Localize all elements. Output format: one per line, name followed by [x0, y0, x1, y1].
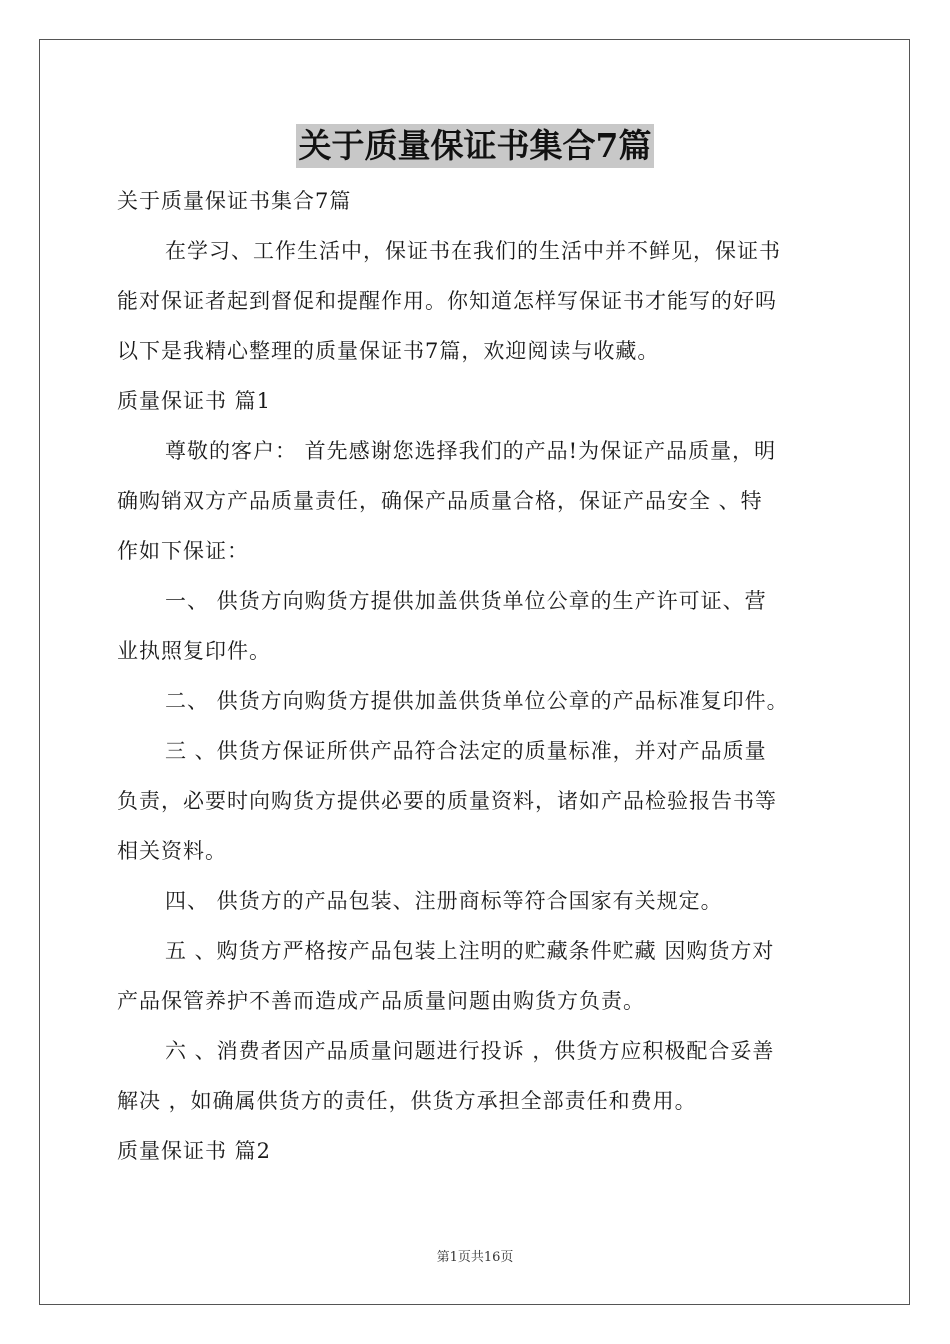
- paragraph-line: 在学习、工作生活中，保证书在我们的生活中并不鲜见，保证书: [165, 239, 781, 263]
- paragraph-line: 确购销双方产品质量责任，确保产品质量合格，保证产品安全 、特: [117, 489, 763, 513]
- section-heading: 质量保证书 篇1: [117, 389, 272, 413]
- document-subtitle: 关于质量保证书集合7篇: [117, 189, 352, 213]
- paragraph-line: 五 、购货方严格按产品包装上注明的贮藏条件贮藏 因购货方对: [165, 939, 775, 963]
- paragraph-line: 以下是我精心整理的质量保证书7篇，欢迎阅读与收藏。: [117, 339, 660, 363]
- document-title: 关于质量保证书集合7篇: [296, 124, 655, 168]
- paragraph-line: 负责，必要时向购货方提供必要的质量资料，诸如产品检验报告书等: [117, 789, 777, 813]
- paragraph-line: 六 、消费者因产品质量问题进行投诉 ，供货方应积极配合妥善: [165, 1039, 775, 1063]
- paragraph-line: 二、 供货方向购货方提供加盖供货单位公章的产品标准复印件。: [165, 689, 789, 713]
- title-container: [0, 124, 950, 168]
- document-body: [117, 176, 833, 1176]
- section-heading: 质量保证书 篇2: [117, 1139, 272, 1163]
- paragraph-line: 作如下保证：: [117, 539, 249, 563]
- page-total: 共16页: [470, 1250, 514, 1265]
- paragraph-line: 一、 供货方向购货方提供加盖供货单位公章的生产许可证、营: [165, 589, 767, 613]
- paragraph-line: 产品保管养护不善而造成产品质量问题由购货方负责。: [117, 989, 645, 1013]
- page-footer: [0, 1250, 950, 1266]
- paragraph-line: 三 、供货方保证所供产品符合法定的质量标准，并对产品质量: [165, 739, 767, 763]
- paragraph-line: 能对保证者起到督促和提醒作用。你知道怎样写保证书才能写的好吗: [117, 289, 777, 313]
- paragraph-line: 业执照复印件。: [117, 639, 271, 663]
- paragraph-line: 相关资料。: [117, 839, 227, 863]
- paragraph-line: 尊敬的客户： 首先感谢您选择我们的产品!为保证产品质量，明: [165, 439, 777, 463]
- paragraph-list: [117, 226, 833, 1176]
- page-number: 第1页: [436, 1250, 471, 1265]
- paragraph-line: 四、 供货方的产品包装、注册商标等符合国家有关规定。: [165, 889, 723, 913]
- paragraph-line: 解决 ，如确属供货方的责任，供货方承担全部责任和费用。: [117, 1089, 697, 1113]
